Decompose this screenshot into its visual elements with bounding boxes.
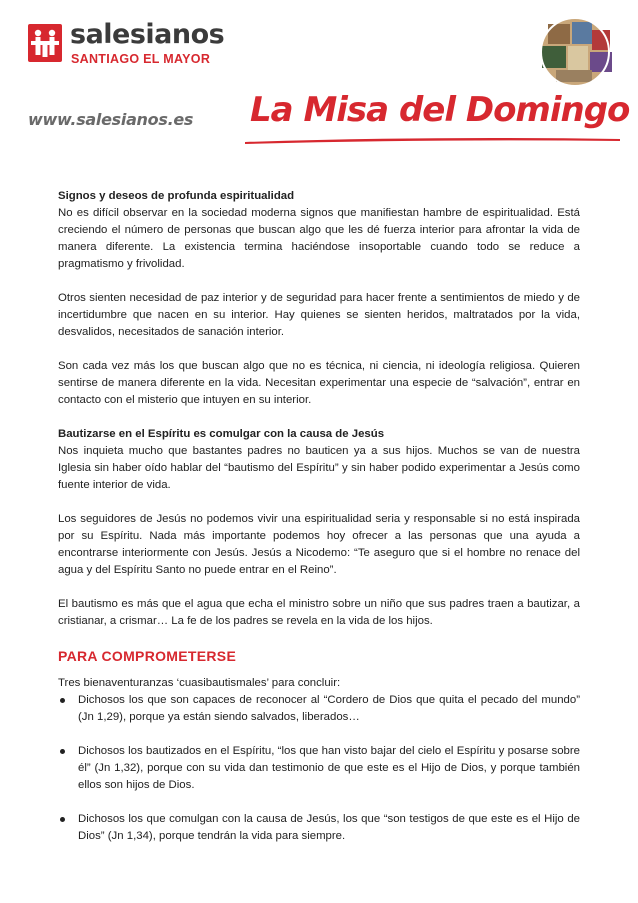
paragraph: Los seguidores de Jesús no podemos vivir una espiritualidad seria y responsable si no está inspirada por su Espíritu. Nada más importante podemos hoy ofrecer a las personas que una ayuda a encontrarse interiormente con Jesús. Jesús a Nicodemo: “Te aseguro que si el hombre no renace del agua y del Espíritu Santo no puede entrar en el Reino”. (58, 513, 580, 576)
brand-subtitle: SANTIAGO EL MAYOR (71, 52, 211, 66)
list-item (58, 743, 580, 794)
commit-intro: Tres bienaventuranzas ‘cuasibautismales’ para concluir: (58, 677, 341, 689)
bullet-icon (60, 749, 65, 754)
paragraph: Son cada vez más los que buscan algo que no es técnica, ni ciencia, ni ideología religiosa. Quieren sentirse de manera diferente en la vida. Necesitan experimentar una especie de “salvación”, entrar en contacto con el misterio que intuyen en su interior. (58, 360, 580, 406)
paragraph: Nos inquieta mucho que bastantes padres no bauticen ya a sus hijos. Muchos se van de nuestra Iglesia sin haber oído hablar del “bautismo del Espíritu” y sin haber podido experimentar a Jesús como fuente interior de vida. (58, 445, 580, 491)
list-item-text: Dichosos los que comulgan con la causa de Jesús, los que “son testigos de que este es el Hijo de Dios” (Jn 1,34), porque tendrán la vida para siempre. (78, 813, 580, 842)
salesianos-logo-icon (28, 24, 62, 62)
section-1 (58, 188, 580, 273)
list-item-text: Dichosos los que son capaces de reconocer al “Cordero de Dios que quita el pecado del mundo” (Jn 1,29), porque ya están siendo salvados, liberados… (78, 694, 580, 723)
beatitudes-list (58, 692, 580, 845)
banner-title: La Misa del Domingo (250, 90, 630, 130)
list-item (58, 692, 580, 726)
paragraph: No es difícil observar en la sociedad moderna signos que manifiestan hambre de espiritualidad. Está creciendo el número de personas que buscan algo que les dé fuerza interior para afrontar la vida de manera diferente. La existencia termina haciéndose insoportable cuando todo se reduce a pragmatismo y frivolidad. (58, 207, 580, 270)
paragraph: El bautismo es más que el agua que echa el ministro sobre un niño que sus padres traen a bautizar, a cristianar, a crismar… La fe de los padres se revela en la vida de los hijos. (58, 598, 580, 627)
article-body (58, 188, 580, 862)
bullet-icon (60, 817, 65, 822)
section-2 (58, 426, 580, 494)
page-header (0, 0, 638, 150)
list-item (58, 811, 580, 845)
section-heading: Signos y deseos de profunda espiritualidad (58, 190, 295, 202)
brand-name: salesianos (70, 19, 225, 50)
section-heading: Bautizarse en el Espíritu es comulgar con la causa de Jesús (58, 428, 385, 440)
commit-heading: PARA COMPROMETERSE (58, 648, 237, 664)
website-url[interactable]: www.salesianos.es (28, 110, 194, 129)
banner-underline-icon (245, 136, 620, 144)
list-item-text: Dichosos los bautizados en el Espíritu, “los que han visto bajar del cielo el Espíritu y posarse sobre él” (Jn 1,32), porque con su vida dan testimonio de que este es el Hijo de Dios, y porque también ellos son hijos de Dios. (78, 745, 580, 791)
bullet-icon (60, 698, 65, 703)
paragraph: Otros sienten necesidad de paz interior y de seguridad para hacer frente a sentimientos de miedo y de incertidumbre que nacen en su interior. Hay quienes se sienten heridos, maltratados por la vida, desvalidos, necesitados de sanación interior. (58, 292, 580, 338)
photo-collage-icon (530, 16, 620, 88)
